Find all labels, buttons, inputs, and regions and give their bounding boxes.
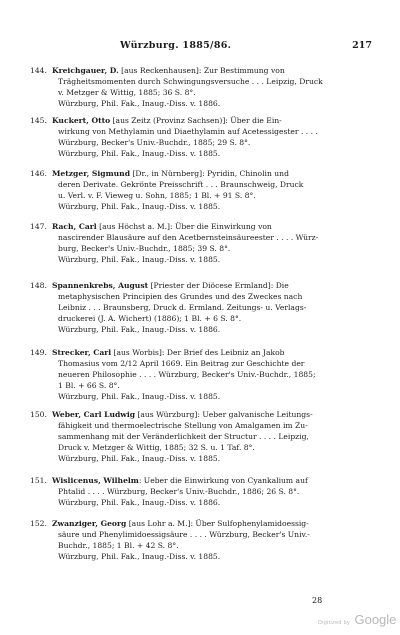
- entry-number: 152.: [30, 519, 47, 528]
- entry-text-line: wirkung von Methylamin und Diaethylamin auf Acetessigester . . . .: [58, 127, 318, 136]
- entry-number: 146.: [30, 169, 47, 178]
- entry-text-line: Buchdr., 1885; 1 Bl. + 42 S. 8°.: [58, 541, 179, 550]
- running-header: [30, 40, 372, 54]
- entry-text-line: Trägheitsmomenten durch Schwingungsversuche . . . Leipzig, Druck: [58, 77, 323, 86]
- dissertation-entry: [30, 221, 380, 265]
- entry-text-line: neueren Philosophie . . . . Würzburg, Becker's Univ.-Buchdr., 1885;: [58, 370, 316, 379]
- entry-first-line: Weber, Carl Ludwig [aus Würzburg]: Ueber galvanische Leitungs-: [52, 410, 313, 419]
- entry-text-line: Thomasius vom 2/12 April 1669. Ein Beitrag zur Geschichte der: [58, 359, 305, 368]
- signature-mark: 28: [312, 596, 323, 605]
- entry-text-line: u. Verl. v. F. Vieweg u. Sohn, 1885; 1 Bl. + 91 S. 8°.: [58, 191, 256, 200]
- entry-faculty-line: Würzburg, Phil. Fak., Inaug.-Diss. v. 1886.: [58, 99, 221, 108]
- entry-text-line: Phtalid . . . . Würzburg, Becker's Univ.-Buchdr., 1886; 26 S. 8°.: [58, 487, 300, 496]
- entry-text-line: v. Metzger & Wittig, 1885; 36 S. 8°.: [58, 88, 196, 97]
- entry-first-line: Metzger, Sigmund [Dr., in Nürnberg]: Pyridin, Chinolin und: [52, 169, 289, 178]
- entry-faculty-line: Würzburg, Phil. Fak., Inaug.-Diss. v. 1885.: [58, 255, 221, 264]
- entry-number: 144.: [30, 66, 47, 75]
- entry-number: 148.: [30, 281, 47, 290]
- dissertation-entry: [30, 168, 380, 212]
- entry-text-line: druckerei (J. A. Wichert) (1886); 1 Bl. + 6 S. 8°.: [58, 314, 242, 323]
- entry-text-line: fähigkeit und thermoelectrische Stellung von Amalgamen im Zu-: [58, 421, 308, 430]
- entry-first-line: Spannenkrebs, August [Priester der Diöcese Ermland]: Die: [52, 281, 289, 290]
- entry-text-line: 1 Bl. + 66 S. 8°.: [58, 381, 120, 390]
- author-name: Wislicenus, Wilhelm: [52, 476, 139, 485]
- entry-text-line: deren Derivate. Gekrönte Preisschrift . . . Braunschweig, Druck: [58, 180, 304, 189]
- author-name: Zwanziger, Georg: [52, 519, 127, 528]
- running-title: Würzburg. 1885/86.: [120, 40, 232, 51]
- entry-faculty-line: Würzburg, Phil. Fak., Inaug.-Diss. v. 1885.: [58, 552, 221, 561]
- watermark-prefix: Digitized by: [318, 620, 351, 626]
- entry-number: 145.: [30, 116, 47, 125]
- entry-text-line: metaphysischen Principien des Grundes und des Zweckes nach: [58, 292, 303, 301]
- author-name: Metzger, Sigmund: [52, 169, 130, 178]
- author-name: Spannenkrebs, August: [52, 281, 149, 290]
- entry-number: 150.: [30, 410, 47, 419]
- entry-text-line: Würzburg, Becker's Univ.-Buchdr., 1885; 29 S. 8°.: [58, 138, 251, 147]
- entry-first-line: Zwanziger, Georg [aus Lohr a. M.]: Über Sulfophenylamidoessig-: [52, 519, 309, 528]
- dissertation-entry: [30, 280, 380, 335]
- author-name: Rach, Carl: [52, 222, 97, 231]
- entry-first-line: Strecker, Carl [aus Worbis]: Der Brief des Leibniz an Jakob: [52, 348, 285, 357]
- author-name: Weber, Carl Ludwig: [52, 410, 136, 419]
- entry-body: [52, 168, 380, 212]
- entry-body: [52, 221, 380, 265]
- entry-body: [52, 518, 380, 562]
- author-name: Kreichgauer, D.: [52, 66, 119, 75]
- author-name: Strecker, Carl: [52, 348, 112, 357]
- entry-number: 147.: [30, 222, 47, 231]
- entry-body: [52, 115, 380, 159]
- entry-body: [52, 409, 380, 464]
- entry-first-line: Kreichgauer, D. [aus Reckenhausen]: Zur Bestimmung von: [52, 66, 285, 75]
- entry-faculty-line: Würzburg, Phil. Fak., Inaug.-Diss. v. 1885.: [58, 454, 221, 463]
- entry-first-line: Rach, Carl [aus Höchst a. M.]: Über die Einwirkung von: [52, 222, 272, 231]
- entry-faculty-line: Würzburg, Phil. Fak., Inaug.-Diss. v. 1885.: [58, 392, 221, 401]
- entry-first-line: Kuckert, Otto [aus Zeitz (Provinz Sachsen)]: Über die Ein-: [52, 116, 282, 125]
- entry-text-line: burg, Becker's Univ.-Buchdr., 1885; 39 S. 8°.: [58, 244, 231, 253]
- entry-body: [52, 65, 380, 109]
- entry-text-line: nascirender Blausäure auf den Acetbernsteinsäureester . . . . Würz-: [58, 233, 319, 242]
- page-number: 217: [352, 40, 372, 51]
- entry-body: [52, 347, 380, 402]
- dissertation-entry: [30, 115, 380, 159]
- entry-text-line: Leibniz . . . Braunsberg, Druck d. Ermland. Zeitungs- u. Verlags-: [58, 303, 307, 312]
- entry-text-line: Druck v. Metzger & Wittig, 1885; 32 S. u. 1 Taf. 8°.: [58, 443, 255, 452]
- watermark-brand: Google: [354, 612, 397, 627]
- entry-faculty-line: Würzburg, Phil. Fak., Inaug.-Diss. v. 1886.: [58, 498, 221, 507]
- entry-body: [52, 475, 380, 508]
- entry-number: 149.: [30, 348, 47, 357]
- dissertation-entry: [30, 475, 380, 508]
- dissertation-entry: [30, 518, 380, 562]
- entry-first-line: Wislicenus, Wilhelm: Ueber die Einwirkung von Cyankalium auf: [52, 476, 308, 485]
- entry-faculty-line: Würzburg, Phil. Fak., Inaug.-Diss. v. 1885.: [58, 202, 221, 211]
- entry-text-line: sammenhang mit der Veränderlichkeit der Structur . . . . Leipzig,: [58, 432, 309, 441]
- entry-text-line: säure und Phenylimidoessigsäure . . . . Würzburg, Becker's Univ.-: [58, 530, 310, 539]
- dissertation-entry: [30, 347, 380, 402]
- entry-faculty-line: Würzburg, Phil. Fak., Inaug.-Diss. v. 1885.: [58, 149, 221, 158]
- entry-body: [52, 280, 380, 335]
- google-watermark: [318, 611, 396, 629]
- dissertation-entry: [30, 65, 380, 109]
- entry-faculty-line: Würzburg, Phil. Fak., Inaug.-Diss. v. 1886.: [58, 325, 221, 334]
- entry-number: 151.: [30, 476, 47, 485]
- author-name: Kuckert, Otto: [52, 116, 111, 125]
- dissertation-entry: [30, 409, 380, 464]
